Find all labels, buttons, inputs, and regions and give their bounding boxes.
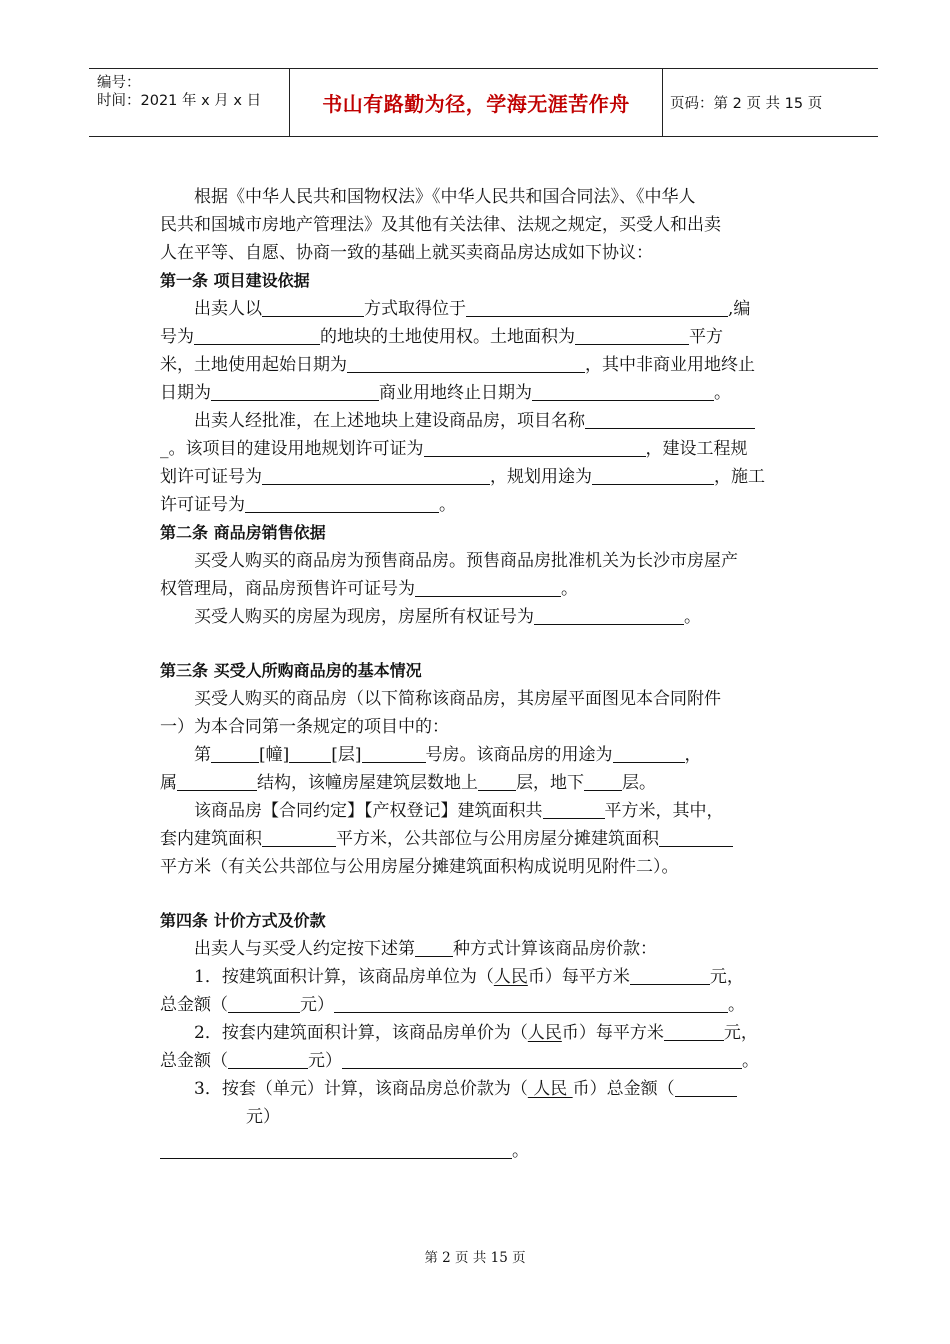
header-number: 编号： (97, 75, 141, 91)
article-1-title: 第一条 项目建设依据 (160, 271, 310, 290)
blank-field[interactable] (613, 744, 685, 763)
intro-line: 根据《中华人民共和国物权法》《中华人民共和国合同法》、《中华人 (194, 187, 696, 207)
text-line: 一）为本合同第一条规定的项目中的： (160, 717, 449, 737)
article-4-title: 第四条 计价方式及价款 (160, 911, 326, 930)
blank-field[interactable] (534, 606, 684, 625)
blank-field[interactable] (575, 326, 689, 345)
article-2-title: 第二条 商品房销售依据 (160, 523, 326, 542)
text-line: 总金额（ 元） 。 (160, 995, 745, 1015)
blank-field[interactable] (659, 828, 733, 847)
blank-field[interactable] (585, 410, 755, 429)
blank-field[interactable] (334, 994, 728, 1013)
text-line: 号为 的地块的土地使用权。土地面积为 平方 (160, 327, 723, 347)
article-3-title: 第三条 买受人所购商品房的基本情况 (160, 661, 422, 680)
intro-line: 人在平等、自愿、协商一致的基础上就买卖商品房达成如下协议： (160, 243, 653, 263)
blank-field[interactable] (415, 578, 561, 597)
text-line: 出卖人与买受人约定按下述第 种方式计算该商品房价款： (194, 939, 657, 959)
text-line: 第 [幢] [层] 号房。该商品房的用途为 ， (194, 745, 702, 765)
blank-field[interactable] (289, 744, 331, 763)
option-1-line: 1．按建筑面积计算，该商品房单位为（人民币）每平方米 元， (194, 967, 744, 987)
text-line: 米，土地使用起始日期为 ，其中非商业用地终止 (160, 355, 755, 375)
header-page-info: 页码：第 2 页 共 15 页 (670, 96, 823, 112)
blank-field[interactable] (466, 298, 728, 317)
option-3-line: 3．按套（单元）计算，该商品房总价款为（ 人民 币）总金额（ (160, 1075, 805, 1103)
header-time: 时间：2021 年 x 月 x 日 (97, 93, 262, 109)
header-motto: 书山有路勤为径，学海无涯苦作舟 (322, 92, 630, 116)
option-2-line: 2．按套内建筑面积计算，该商品房单价为（人民币）每平方米 元， (194, 1023, 758, 1043)
blank-field[interactable] (228, 994, 300, 1013)
text-line: 。 (160, 1137, 805, 1165)
text-line: 买受人购买的商品房为预售商品房。预售商品房批准机关为长沙市房屋产 (194, 551, 738, 571)
text-line: 元） (246, 1107, 280, 1127)
blank-field[interactable] (228, 1050, 308, 1069)
text-line: 日期为 商业用地终止日期为 。 (160, 383, 731, 403)
blank-field[interactable] (262, 466, 490, 485)
blank-field[interactable] (543, 800, 605, 819)
blank-field[interactable] (424, 438, 646, 457)
text-line: 出卖人以 方式取得位于 ,编 (194, 299, 751, 319)
page-header (89, 68, 878, 137)
text-line: 套内建筑面积 平方米，公共部位与公用房屋分摊建筑面积 (160, 825, 805, 853)
blank-field[interactable] (532, 382, 714, 401)
contract-body (160, 183, 805, 1165)
intro-line: 民共和国城市房地产管理法》及其他有关法律、法规之规定，买受人和出卖 (160, 215, 721, 235)
blank-field[interactable] (245, 494, 439, 513)
text-line: 该商品房【合同约定】【产权登记】建筑面积共 平方米，其中， (194, 801, 724, 821)
blank-field[interactable] (584, 772, 622, 791)
blank-field[interactable] (664, 1022, 724, 1041)
text-line: 划许可证号为 ，规划用途为 ，施工 (160, 467, 765, 487)
blank-field[interactable] (262, 298, 364, 317)
blank-field[interactable] (262, 828, 336, 847)
blank-field[interactable] (415, 938, 453, 957)
blank-field[interactable] (592, 466, 714, 485)
blank-field[interactable] (160, 1140, 512, 1159)
text-line: 属 结构，该幢房屋建筑层数地上 层，地下 层。 (160, 773, 656, 793)
text-line: 平方米（有关公共部位与公用房屋分摊建筑面积构成说明见附件二）。 (160, 857, 679, 877)
blank-field[interactable] (211, 382, 379, 401)
blank-field[interactable] (630, 966, 710, 985)
blank-field[interactable] (362, 744, 426, 763)
text-line: 总金额（ 元） 。 (160, 1051, 759, 1071)
blank-field[interactable] (211, 744, 259, 763)
text-line: 出卖人经批准，在上述地块上建设商品房，项目名称 (160, 407, 805, 435)
text-line: 许可证号为 。 (160, 495, 456, 515)
blank-field[interactable] (177, 772, 257, 791)
text-line: _。该项目的建设用地规划许可证为 ，建设工程规 (160, 439, 748, 459)
page-footer: 第 2 页 共 15 页 (424, 1250, 526, 1266)
blank-field[interactable] (342, 1050, 742, 1069)
blank-field[interactable] (675, 1078, 737, 1097)
header-meta (89, 69, 289, 136)
blank-field[interactable] (347, 354, 585, 373)
blank-field[interactable] (478, 772, 516, 791)
header-motto-cell (289, 69, 663, 136)
blank-field[interactable] (194, 326, 320, 345)
text-line: 权管理局，商品房预售许可证号为 。 (160, 579, 578, 599)
text-line: 买受人购买的商品房（以下简称该商品房，其房屋平面图见本合同附件 (194, 689, 721, 709)
text-line: 买受人购买的房屋为现房，房屋所有权证号为 。 (194, 607, 701, 627)
